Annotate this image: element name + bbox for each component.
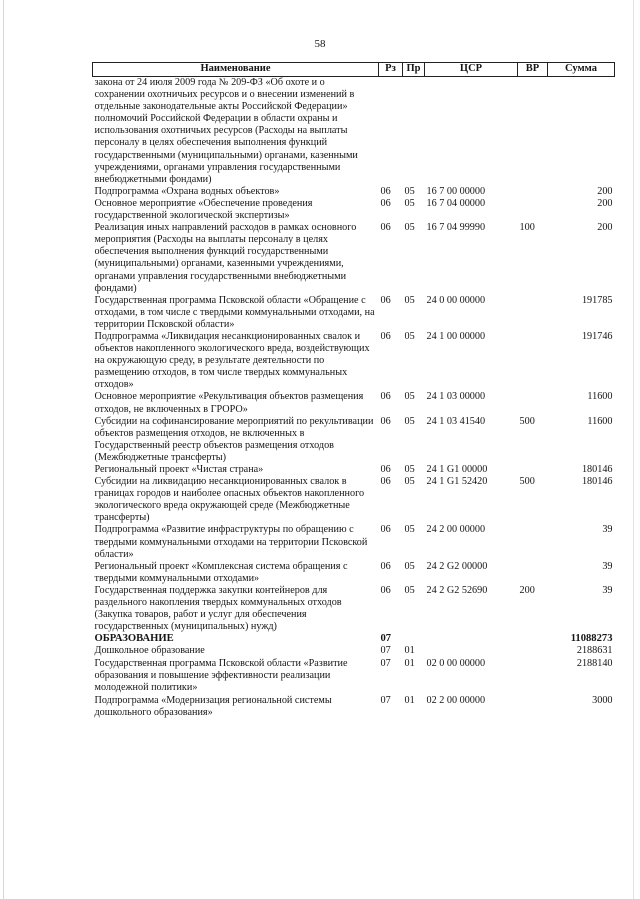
cell-pr: 01 — [404, 657, 415, 669]
cell-pr: 05 — [404, 476, 415, 488]
cell-name: Государственная программа Псковской области «Обращение с отходами, в том числе с твердыми коммунальными отходами, на территории Псковской области» — [94, 294, 375, 330]
table-row — [93, 464, 615, 476]
cell-csr: 24 1 03 41540 — [426, 415, 486, 427]
cell-name: Подпрограмма «Модернизация региональной системы дошкольного образования» — [94, 694, 332, 718]
cell-pr — [403, 633, 425, 645]
cell-vr: 500 — [519, 476, 535, 488]
scan-edge-right — [633, 0, 634, 899]
cell-name: Подпрограмма «Ликвидация несанкционированных свалок и объектов накопленного экологического вреда, воздействующих на окружающую среду, в результате деятельности по размещению отходов, в том числе твердых коммунальных отходов» — [94, 330, 370, 391]
table-row — [93, 585, 615, 633]
cell-pr: 05 — [404, 391, 415, 403]
cell-name: Реализация иных направлений расходов в рамках основного мероприятия (Расходы на выплаты персоналу в целях обеспечения выполнения функций государственными (муниципальными) органами, казенными учреждениями, органами управления государственными внебюджетными фондами) — [94, 222, 357, 294]
header-csr: ЦСР — [425, 63, 518, 77]
table-row — [93, 633, 615, 645]
cell-pr: 01 — [404, 694, 415, 706]
cell-rz: 06 — [380, 185, 391, 197]
cell-sum: 2188631 — [576, 645, 613, 657]
cell-name: Региональный проект «Чистая страна» — [94, 464, 264, 475]
cell-vr: 500 — [519, 415, 535, 427]
cell-rz — [379, 77, 403, 186]
cell-vr — [518, 391, 548, 415]
cell-name: Субсидии на софинансирование мероприятий по рекультивации объектов размещения отходов, не включенных в Государственный реестр объектов размещения отходов (Межбюджетные трансферты) — [94, 415, 374, 463]
table-row — [93, 476, 615, 524]
cell-vr — [518, 561, 548, 585]
cell-name: Субсидии на ликвидацию несанкционированных свалок в границах городов и наиболее опасных объектов накопленного экологического вреда окружающей среде (Межбюджетные трансферты) — [94, 476, 365, 524]
table-row — [93, 391, 615, 415]
cell-csr: 02 2 00 00000 — [426, 694, 486, 706]
cell-sum: 3000 — [592, 694, 613, 706]
cell-sum — [548, 77, 615, 186]
cell-pr: 05 — [404, 560, 415, 572]
cell-pr: 05 — [404, 197, 415, 209]
table-header-row — [93, 63, 615, 77]
cell-vr — [518, 186, 548, 198]
scan-edge-left — [3, 0, 4, 899]
table-row — [93, 416, 615, 464]
cell-csr: 16 7 00 00000 — [426, 185, 486, 197]
header-sum: Сумма — [548, 63, 615, 77]
cell-pr: 05 — [404, 524, 415, 536]
cell-name: Подпрограмма «Охрана водных объектов» — [94, 185, 280, 197]
cell-vr: 100 — [519, 222, 535, 234]
cell-name: ОБРАЗОВАНИЕ — [94, 633, 174, 645]
cell-vr — [518, 645, 548, 657]
cell-rz: 06 — [380, 476, 391, 488]
cell-rz: 06 — [380, 415, 391, 427]
table-row — [93, 524, 615, 560]
cell-pr: 05 — [404, 464, 415, 475]
cell-pr: 05 — [404, 222, 415, 234]
cell-rz: 06 — [380, 560, 391, 572]
cell-csr: 24 1 G1 52420 — [426, 476, 488, 488]
cell-name: Государственная программа Псковской области «Развитие образования и повышение эффективности реализации молодежной политики» — [94, 657, 348, 693]
budget-table — [92, 62, 615, 719]
cell-csr: 24 1 03 00000 — [426, 391, 486, 403]
cell-csr: 16 7 04 00000 — [426, 197, 486, 209]
cell-name: Подпрограмма «Развитие инфраструктуры по обращению с твердыми коммунальными отходами на территории Псковской области» — [94, 524, 368, 560]
cell-vr — [518, 694, 548, 719]
cell-csr: 24 2 G2 52690 — [426, 584, 488, 596]
cell-vr — [518, 524, 548, 560]
cell-csr — [425, 645, 518, 657]
cell-name: Основное мероприятие «Обеспечение проведения государственной экологической экспертизы» — [94, 197, 313, 222]
cell-rz: 07 — [380, 694, 391, 706]
cell-name: закона от 24 июля 2009 года № 209-ФЗ «Об охоте и о сохранении охотничьих ресурсов и о внесении изменений в отдельные законодательные акты Российской Федерации» полномочий Российской Федерации в области охраны и использования охотничьих ресурсов (Расходы на выплаты персоналу в целях обеспечения выполнения функций государственными (муниципальными) органами, казенными учреждениями, органами управления государственными внебюджетными фондами) — [94, 77, 358, 185]
cell-vr — [518, 331, 548, 391]
cell-pr: 05 — [404, 330, 415, 342]
table-body — [93, 77, 615, 719]
cell-pr — [403, 77, 425, 186]
cell-csr: 24 2 00 00000 — [426, 524, 486, 536]
table-row — [93, 222, 615, 295]
cell-vr — [518, 658, 548, 694]
cell-csr: 24 1 00 00000 — [426, 330, 486, 342]
cell-sum: 11600 — [587, 415, 613, 427]
cell-rz: 06 — [380, 330, 391, 342]
page-number: 58 — [314, 38, 326, 50]
cell-sum: 180146 — [581, 464, 613, 475]
table-row — [93, 77, 615, 186]
cell-csr: 02 0 00 00000 — [426, 657, 486, 669]
cell-rz: 06 — [380, 294, 391, 306]
cell-pr: 05 — [404, 185, 415, 197]
cell-rz: 07 — [380, 633, 392, 645]
table-row — [93, 295, 615, 331]
cell-rz: 06 — [380, 197, 391, 209]
cell-rz: 07 — [380, 657, 391, 669]
cell-pr: 01 — [404, 645, 415, 657]
cell-rz: 06 — [380, 584, 391, 596]
cell-csr: 24 2 G2 00000 — [426, 560, 488, 572]
cell-sum: 11088273 — [570, 633, 613, 645]
cell-name: Основное мероприятие «Рекультивация объектов размещения отходов, не включенных в ГРОРО» — [94, 391, 364, 415]
cell-sum: 200 — [597, 197, 613, 209]
cell-pr: 05 — [404, 584, 415, 596]
table-row — [93, 658, 615, 694]
cell-rz: 06 — [380, 222, 391, 234]
cell-rz: 06 — [380, 391, 391, 403]
cell-vr — [518, 633, 548, 645]
cell-sum: 191746 — [581, 330, 613, 342]
cell-sum: 200 — [597, 222, 613, 234]
cell-sum: 39 — [602, 560, 613, 572]
cell-sum: 39 — [602, 524, 613, 536]
cell-rz: 06 — [380, 464, 391, 475]
cell-vr — [518, 464, 548, 476]
table-row — [93, 198, 615, 222]
cell-vr: 200 — [519, 584, 535, 596]
cell-vr — [518, 77, 548, 186]
cell-name: Государственная поддержка закупки контейнеров для раздельного накопления твердых коммунальных отходов (Закупка товаров, работ и услуг для обеспечения государственных (муниципальных) нужд) — [94, 584, 342, 633]
cell-sum: 200 — [597, 185, 613, 197]
header-rz: Рз — [379, 63, 403, 77]
cell-pr: 05 — [404, 294, 415, 306]
cell-csr — [425, 633, 518, 645]
cell-sum: 11600 — [587, 391, 613, 403]
cell-name: Дошкольное образование — [94, 645, 205, 657]
cell-csr: 16 7 04 99990 — [426, 222, 486, 234]
cell-sum: 191785 — [581, 294, 613, 306]
header-name: Наименование — [93, 63, 379, 77]
cell-rz: 07 — [380, 645, 391, 657]
header-vr: ВР — [518, 63, 548, 77]
cell-sum: 2188140 — [576, 657, 613, 669]
cell-vr — [518, 198, 548, 222]
cell-name: Региональный проект «Комплексная система обращения с твердыми коммунальными отходами» — [94, 560, 348, 584]
cell-sum: 39 — [602, 584, 613, 596]
cell-sum: 180146 — [581, 476, 613, 488]
table-row — [93, 561, 615, 585]
cell-pr: 05 — [404, 415, 415, 427]
cell-csr: 24 0 00 00000 — [426, 294, 486, 306]
cell-vr — [518, 295, 548, 331]
header-pr: Пр — [403, 63, 425, 77]
table-row — [93, 331, 615, 391]
table-row — [93, 186, 615, 198]
table-row — [93, 694, 615, 719]
cell-csr: 24 1 G1 00000 — [426, 464, 488, 475]
table-row — [93, 645, 615, 657]
cell-rz: 06 — [380, 524, 391, 536]
cell-csr — [425, 77, 518, 186]
